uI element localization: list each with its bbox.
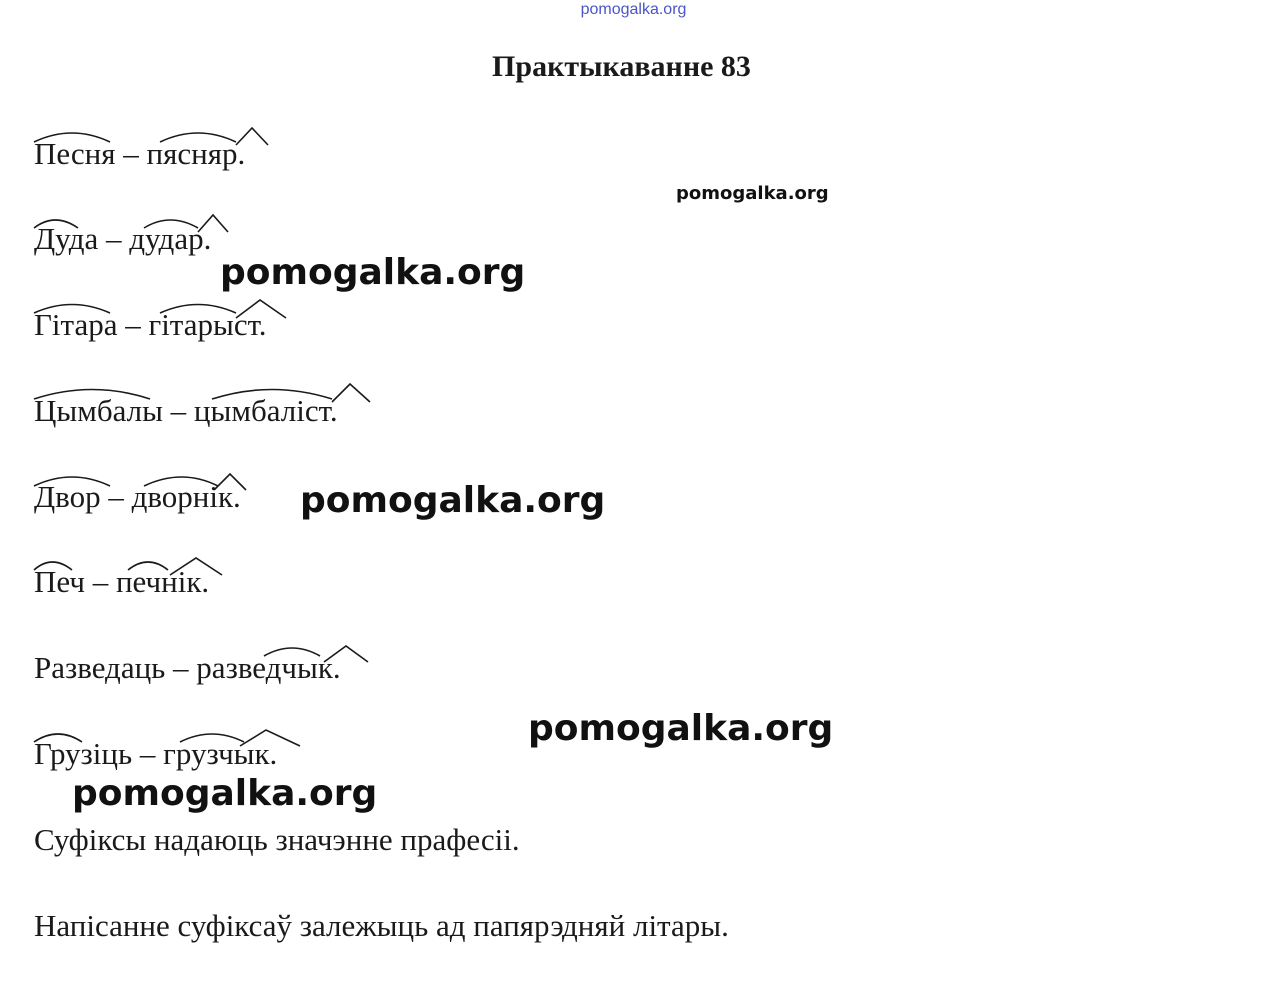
word-pair-line: Двор – дворнік. [34, 479, 241, 514]
watermark: pomogalka.org [528, 708, 834, 749]
watermark: pomogalka.org [676, 183, 829, 204]
watermark: pomogalka.org [72, 773, 378, 814]
suffix-angle [332, 384, 370, 402]
word-pair-line: Дуда – дудар. [34, 221, 212, 256]
word-pair-line: Печ – печнік. [34, 564, 210, 599]
page-title: Практыкаванне 83 [492, 50, 751, 83]
word-pair-line: Цымбалы – цымбаліст. [34, 393, 338, 428]
word-pair-line: Гітара – гітарыст. [34, 307, 267, 342]
conclusion-line: Суфіксы надаюць значэнне прафесіі. [34, 822, 520, 857]
watermark: pomogalka.org [220, 252, 526, 293]
word-pair-line: Песня – пясняр. [34, 136, 246, 171]
site-link[interactable]: pomogalka.org [580, 1, 687, 18]
word-pair-line: Грузіць – грузчык. [34, 736, 278, 771]
watermark: pomogalka.org [300, 480, 606, 521]
conclusion-line: Напісанне суфіксаў залежыць ад папярэдняй літары. [34, 908, 729, 943]
word-pair-line: Разведаць – разведчык. [34, 650, 341, 685]
